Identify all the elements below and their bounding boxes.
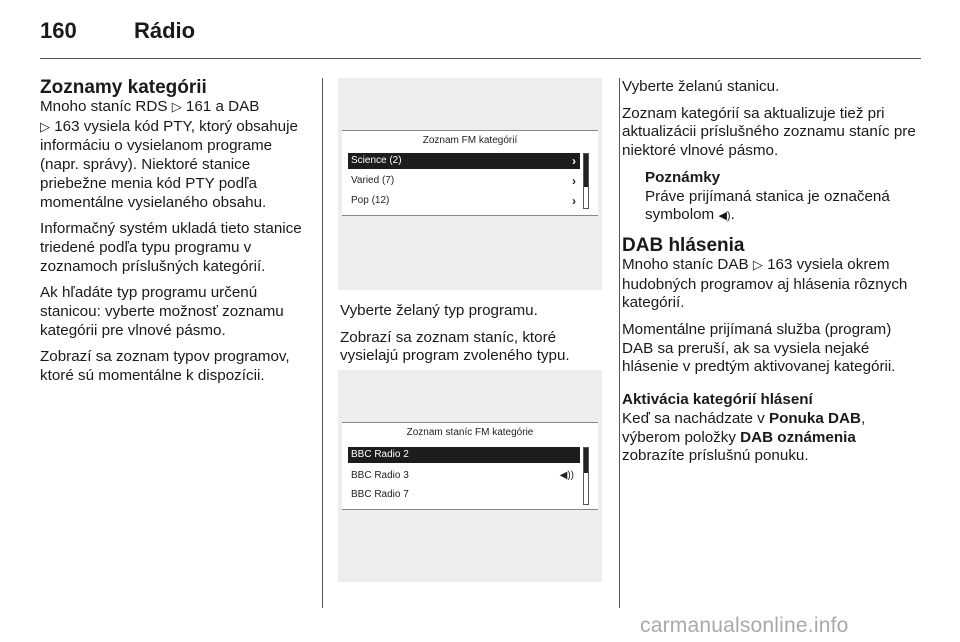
list-item: [348, 468, 580, 484]
list-item-label: BBC Radio 3: [351, 470, 409, 481]
paragraph-interrupt: Momentálne prijímaná služba (program) DAB sa preruší, ak sa vysiela nejaké hlásenie v predtým aktivovanej kategórii.: [622, 321, 896, 376]
chevron-right-icon: ›: [572, 154, 576, 168]
text-run: 163 vysiela okrem hudobných programov aj hlásenia rôznych kategórií.: [622, 255, 908, 312]
paragraph-select-station: Vyberte želanú stanicu.: [622, 78, 780, 95]
text-run: Mnoho staníc RDS: [40, 98, 172, 115]
list-item: [348, 153, 580, 169]
text-run: , výberom položky: [622, 409, 866, 446]
display-screen: [342, 422, 598, 510]
scrollbar: [583, 153, 589, 209]
list-item-label: Science (2): [351, 155, 402, 166]
text-run: Práve prijímaná stanica je označená symbolom: [645, 187, 890, 224]
text-run: 163 vysiela kód PTY, ktorý obsahuje informáciu o vysielanom programe (napr. správy). Niektoré stanice priebežne menia kód PTY podľa momentálne vysielaného obsahu.: [40, 117, 298, 211]
paragraph-update: Zoznam kategórií sa aktualizuje tiež pri aktualizácii príslušného zoznamu staníc pre niektoré vlnové pásmo.: [622, 104, 916, 160]
text-run: Keď sa nachádzate v: [622, 409, 769, 427]
column-left: [40, 78, 310, 394]
paragraph-station-list: Zobrazí sa zoznam staníc, ktoré vysielajú program zvoleného typu.: [340, 328, 570, 365]
subheading-activation: Aktivácia kategórií hlásení: [622, 391, 813, 409]
paragraph-dab-stations: [622, 256, 922, 313]
scrollbar: [583, 447, 589, 505]
text-run: .: [730, 206, 735, 224]
screen-title: Zoznam staníc FM kategórie: [406, 427, 534, 438]
page-header: [40, 18, 920, 48]
text-run: 161 a DAB: [181, 98, 260, 115]
list-item-label: BBC Radio 2: [351, 449, 409, 460]
menu-reference: Ponuka DAB: [768, 409, 861, 427]
list-item: [348, 193, 580, 209]
display-screen: [342, 130, 598, 216]
page-number: 160: [40, 18, 77, 43]
text-run: Mnoho staníc DAB: [622, 255, 753, 273]
list-item: [348, 447, 580, 463]
chevron-right-icon: ›: [572, 174, 576, 188]
arrow-reference-icon: ▷: [40, 119, 50, 135]
section-heading-dab: DAB hlásenia: [622, 234, 745, 256]
screen-title: Zoznam FM kategórií: [422, 135, 518, 146]
menu-reference: DAB oznámenia: [740, 428, 856, 446]
scrollbar-thumb: [584, 448, 588, 473]
paragraph-activation: [622, 410, 922, 466]
speaker-icon: ◀): [718, 210, 731, 223]
column-middle: [340, 302, 605, 374]
chevron-right-icon: ›: [572, 194, 576, 208]
watermark: carmanualsonline.info: [640, 614, 849, 637]
text-run: zobrazíte príslušnú ponuku.: [622, 447, 809, 465]
note-title: Poznámky: [645, 168, 721, 186]
list-item-label: Pop (12): [351, 195, 390, 206]
scrollbar-thumb: [584, 154, 588, 187]
list-item-label: BBC Radio 7: [351, 489, 409, 500]
paragraph-select-type: Vyberte želaný typ programu.: [340, 302, 538, 319]
paragraph-display: Zobrazí sa zoznam typov programov, ktoré sú momentálne k dispozícii.: [40, 348, 290, 385]
chapter-title: Rádio: [134, 18, 196, 43]
column-right: [622, 78, 922, 474]
list-item: [348, 487, 580, 503]
note-block: [622, 169, 922, 226]
list-item: [348, 173, 580, 189]
note-text: [645, 188, 922, 226]
header-divider: [40, 58, 921, 59]
paragraph-pty: [40, 98, 310, 212]
paragraph-search: Ak hľadáte typ programu určenú stanicou: vyberte možnosť zoznamu kategórii pre vlnové pásmo.: [40, 284, 284, 339]
arrow-reference-icon: ▷: [752, 257, 763, 273]
paragraph-storage: Informačný systém ukladá tieto stanice triedené podľa typu programu v zoznamoch príslušných kategórií.: [40, 220, 302, 275]
speaker-icon: ◀)): [559, 470, 574, 481]
list-item-label: Varied (7): [351, 175, 395, 186]
column-divider-left: [322, 78, 323, 608]
screenshot-category-list: [338, 78, 602, 290]
arrow-reference-icon: ▷: [171, 100, 182, 115]
column-divider-right: [619, 78, 620, 608]
section-heading-category-lists: Zoznamy kategórii: [40, 77, 207, 98]
screenshot-station-list: [338, 370, 602, 582]
